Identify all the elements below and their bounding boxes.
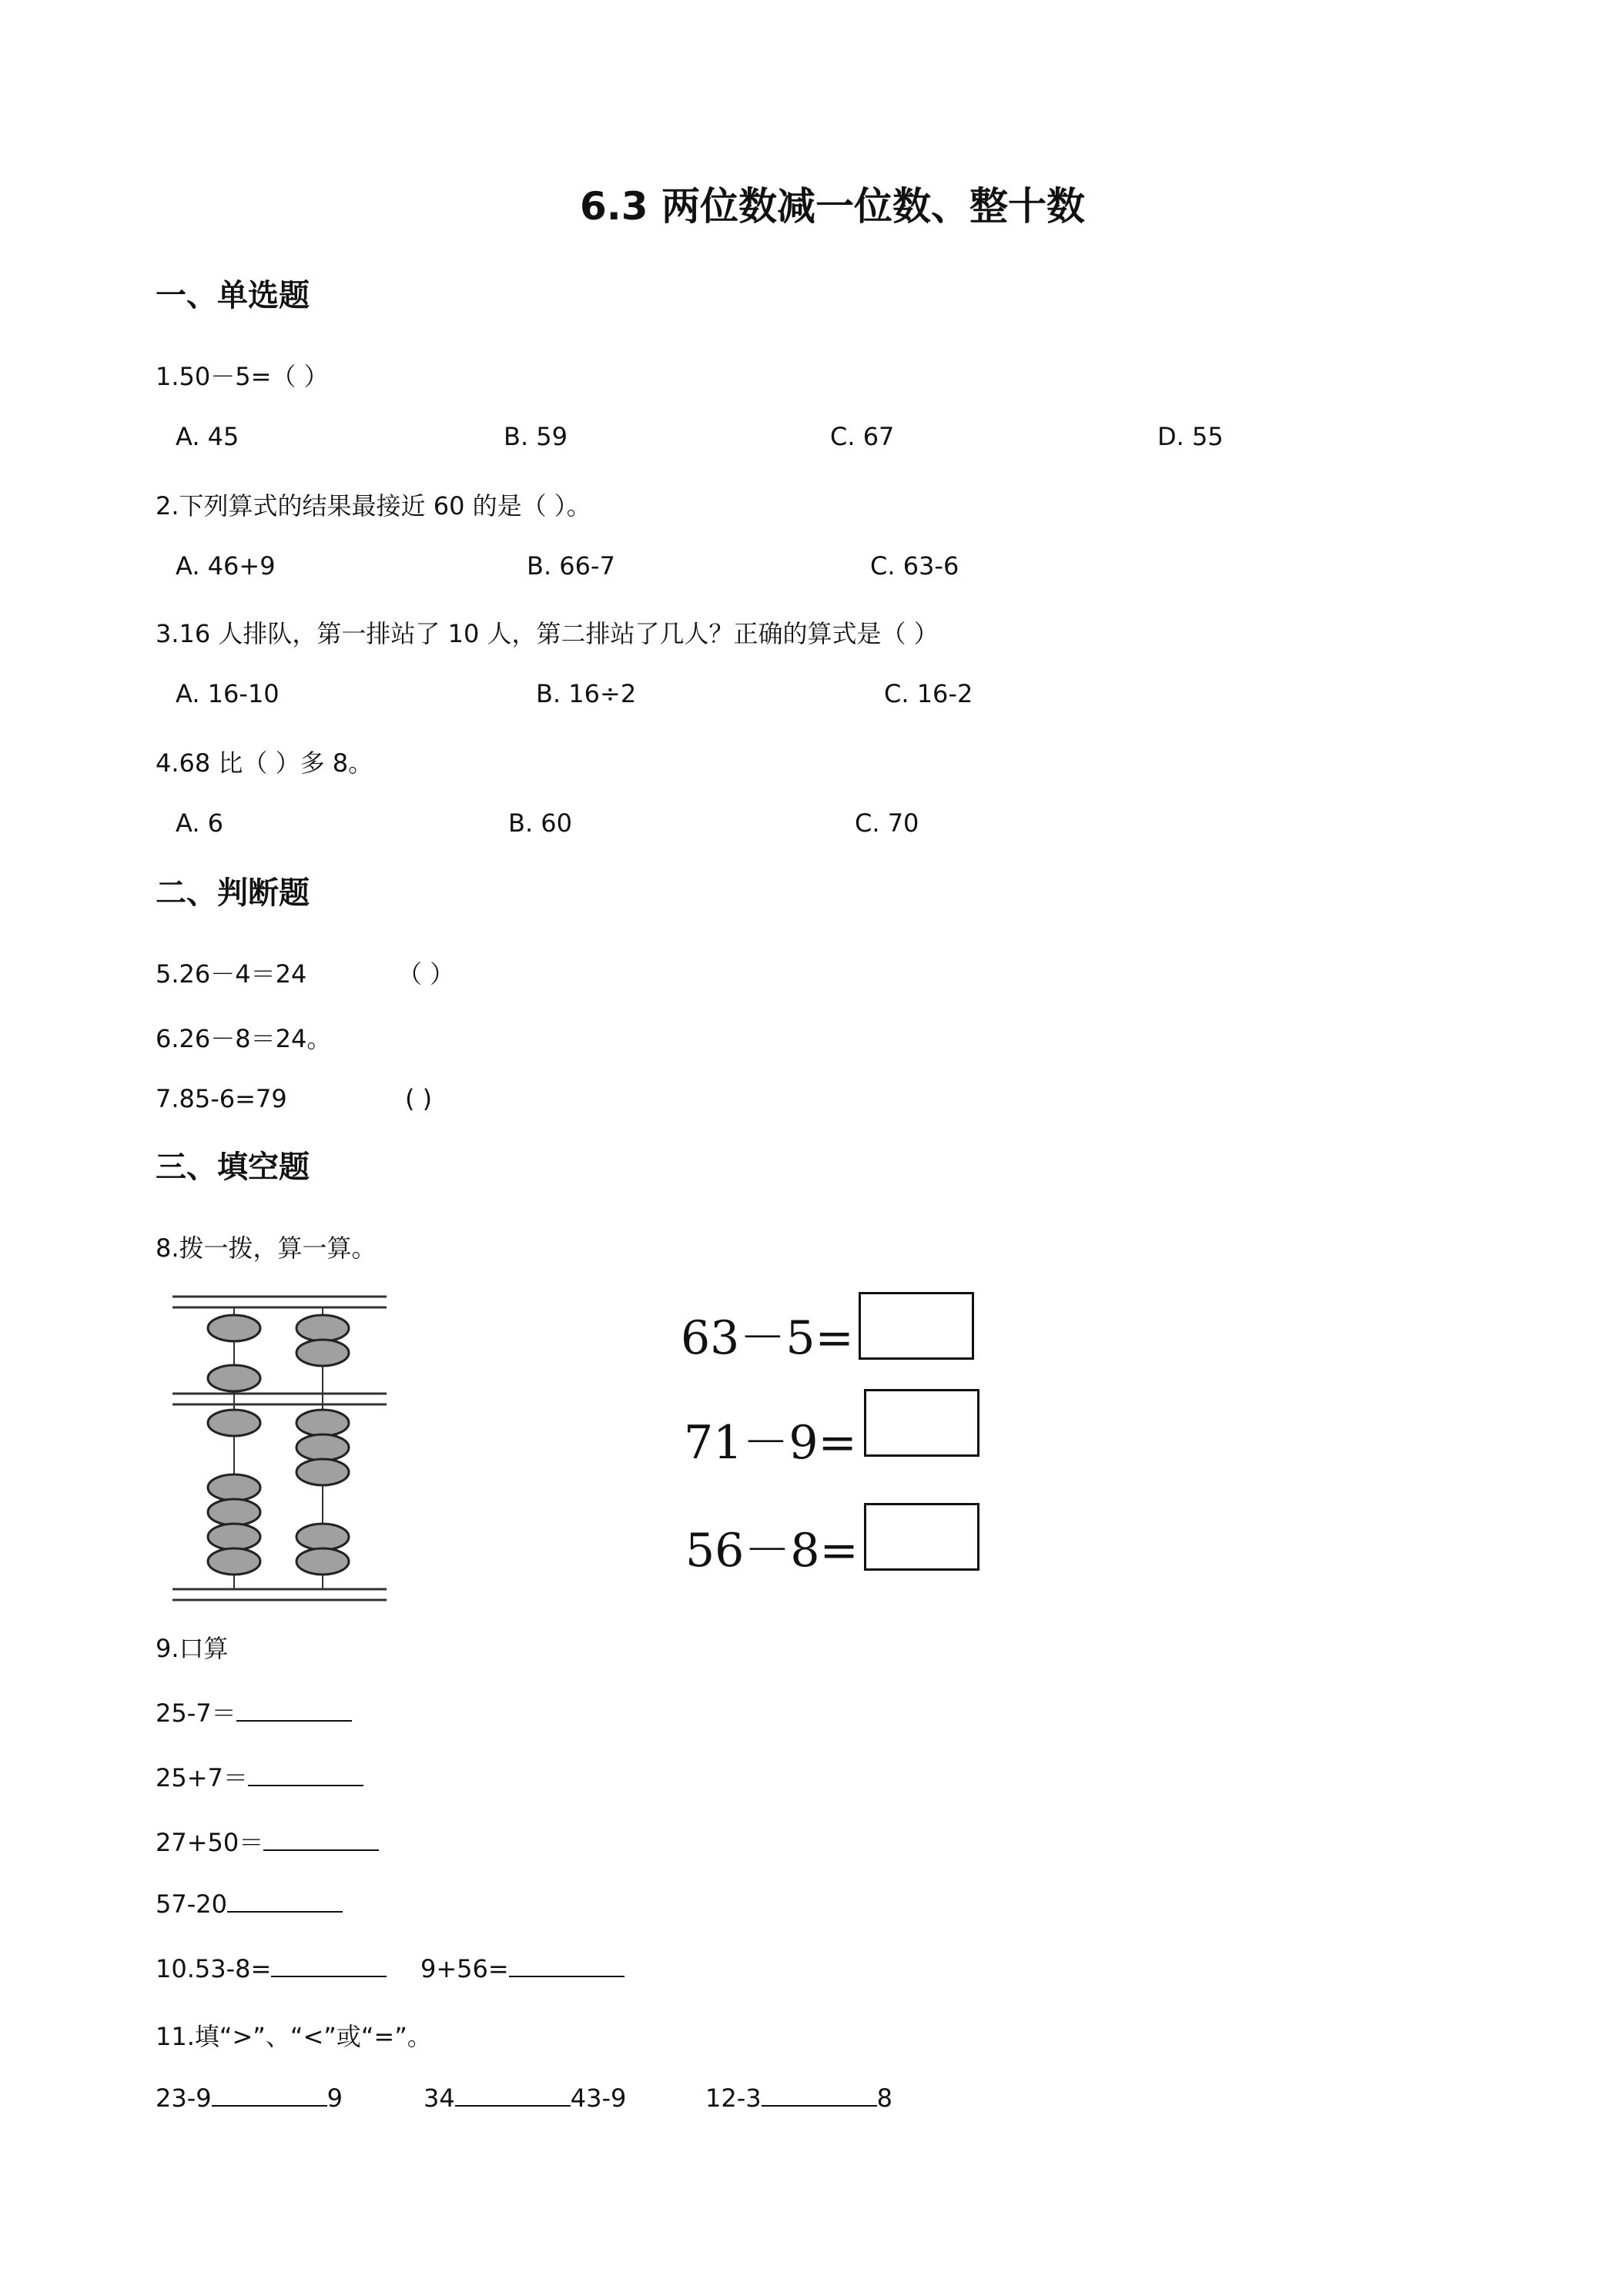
answer-blank[interactable] bbox=[248, 1762, 363, 1786]
question-11-stem: 11.填“>”、“<”或“=”。 bbox=[156, 2022, 432, 2051]
question-11-item-2 bbox=[424, 2082, 626, 2113]
compare-right: 8 bbox=[876, 2083, 892, 2113]
answer-blank[interactable] bbox=[227, 1888, 343, 1913]
compare-blank[interactable] bbox=[455, 2082, 571, 2107]
question-9-item-2-expression: 25+7＝ bbox=[156, 1763, 248, 1792]
question-9-item-4-expression: 57-20 bbox=[156, 1889, 227, 1919]
question-3-stem: 3.16 人排队，第一排站了 10 人，第二排站了几人？正确的算式是（ ） bbox=[156, 619, 939, 648]
question-1-option-b[interactable]: B. 59 bbox=[504, 422, 568, 451]
compare-left: 12-3 bbox=[705, 2083, 762, 2113]
question-3-option-a[interactable]: A. 16-10 bbox=[176, 679, 280, 708]
question-8-answer-box-3[interactable] bbox=[864, 1503, 979, 1571]
answer-blank[interactable] bbox=[271, 1953, 387, 1977]
question-1-option-a[interactable]: A. 45 bbox=[176, 422, 239, 451]
question-9-item-3 bbox=[156, 1823, 379, 1859]
compare-left: 23-9 bbox=[156, 2083, 212, 2113]
question-5-stem: 5.26－4＝24 bbox=[156, 959, 307, 989]
question-1-stem: 1.50－5=（ ） bbox=[156, 362, 329, 391]
question-9-stem: 9.口算 bbox=[156, 1634, 229, 1663]
question-11-item-3 bbox=[705, 2082, 892, 2113]
question-8-stem: 8.拨一拨，算一算。 bbox=[156, 1233, 377, 1263]
question-8-answer-box-1[interactable] bbox=[859, 1292, 974, 1360]
question-9-item-1-expression: 25-7＝ bbox=[156, 1699, 236, 1728]
question-9-item-2 bbox=[156, 1759, 363, 1794]
answer-blank[interactable] bbox=[509, 1953, 624, 1977]
question-4-option-b[interactable]: B. 60 bbox=[508, 808, 573, 838]
question-10-part-b bbox=[420, 1953, 624, 1983]
compare-blank[interactable] bbox=[212, 2082, 327, 2107]
compare-right: 43-9 bbox=[570, 2083, 627, 2113]
question-5-answer-paren[interactable]: （ ） bbox=[397, 959, 455, 989]
question-2-option-b[interactable]: B. 66-7 bbox=[527, 551, 615, 581]
question-9-item-1 bbox=[156, 1694, 352, 1729]
question-7-answer-paren[interactable]: ( ) bbox=[405, 1084, 433, 1113]
question-10-part-b-expression: 9+56= bbox=[420, 1954, 509, 1983]
question-8-answer-box-2[interactable] bbox=[864, 1389, 979, 1457]
question-9-item-3-expression: 27+50＝ bbox=[156, 1828, 264, 1857]
question-8-equation-3: 56－8= bbox=[685, 1524, 859, 1578]
section-heading-true-false: 二、判断题 bbox=[156, 875, 310, 911]
question-8-equation-1: 63－5= bbox=[681, 1311, 854, 1365]
compare-left: 34 bbox=[424, 2083, 455, 2113]
question-10-part-a-expression: 10.53-8= bbox=[156, 1954, 272, 1983]
answer-blank[interactable] bbox=[263, 1826, 379, 1851]
question-4-option-c[interactable]: C. 70 bbox=[855, 808, 919, 838]
question-6-stem: 6.26－8＝24。 bbox=[156, 1024, 332, 1053]
answer-blank[interactable] bbox=[236, 1697, 352, 1722]
question-7-stem: 7.85-6=79 bbox=[156, 1084, 287, 1113]
section-heading-single-choice: 一、单选题 bbox=[156, 278, 310, 313]
question-1-option-c[interactable]: C. 67 bbox=[830, 422, 895, 451]
question-1-option-d[interactable]: D. 55 bbox=[1157, 422, 1224, 451]
question-4-stem: 4.68 比（ ）多 8。 bbox=[156, 748, 373, 778]
question-3-option-c[interactable]: C. 16-2 bbox=[884, 679, 973, 708]
question-10-part-a bbox=[156, 1953, 387, 1983]
section-heading-fill-in: 三、填空题 bbox=[156, 1150, 310, 1185]
question-4-option-a[interactable]: A. 6 bbox=[176, 808, 224, 838]
question-2-stem: 2.下列算式的结果最接近 60 的是（ ）。 bbox=[156, 491, 591, 520]
question-2-option-a[interactable]: A. 46+9 bbox=[176, 551, 276, 581]
question-8-equation-2: 71－9= bbox=[684, 1416, 857, 1470]
question-3-option-b[interactable]: B. 16÷2 bbox=[536, 679, 637, 708]
compare-right: 9 bbox=[326, 2083, 343, 2113]
compare-blank[interactable] bbox=[762, 2082, 877, 2107]
question-9-item-4 bbox=[156, 1888, 343, 1919]
page-title: 6.3 两位数减一位数、整十数 bbox=[580, 184, 1085, 229]
abacus-illustration bbox=[165, 1286, 396, 1617]
question-11-item-1 bbox=[156, 2082, 343, 2113]
question-2-option-c[interactable]: C. 63-6 bbox=[870, 551, 959, 581]
